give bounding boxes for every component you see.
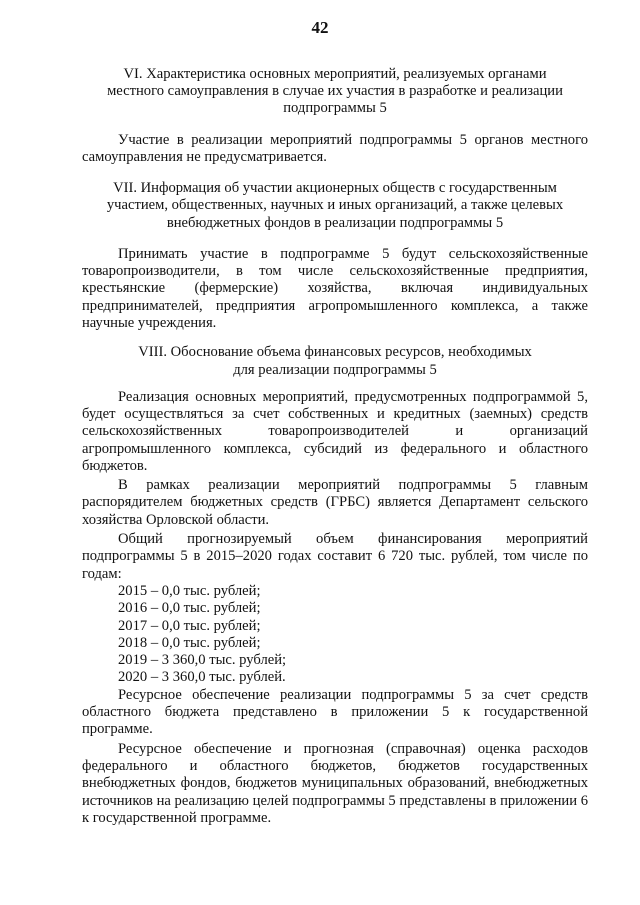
page-number: 42	[311, 18, 329, 37]
page-content	[82, 66, 588, 827]
heading-line: участием, общественных, научных и иных организаций, а также целевых	[106, 197, 564, 214]
section-8-heading	[82, 344, 588, 378]
section-8-paragraph-4: Ресурсное обеспечение реализации подпрограммы 5 за счет средств областного бюджета представлено в приложении 5 к государственной программе.	[82, 686, 588, 738]
heading-line: местного самоуправления в случае их участия в разработке и реализации	[107, 83, 563, 100]
heading-line: VIII. Обоснование объема финансовых ресурсов, необходимых	[138, 344, 532, 361]
section-6-heading	[82, 66, 588, 118]
heading-line: для реализации подпрограммы 5	[233, 361, 437, 378]
heading-line: подпрограммы 5	[283, 100, 387, 117]
list-item: 2019 – 3 360,0 тыс. рублей;	[118, 652, 287, 669]
section-6-paragraph: Участие в реализации мероприятий подпрограммы 5 органов местного самоуправления не предусматривается.	[82, 131, 588, 165]
list-item: 2016 – 0,0 тыс. рублей;	[118, 600, 261, 617]
section-8-paragraph-3: Общий прогнозируемый объем финансирования мероприятий подпрограммы 5 в 2015–2020 годах составит 6 720 тыс. рублей, том числе по годам:	[82, 531, 588, 582]
section-7-paragraph: Принимать участие в подпрограмме 5 будут сельскохозяйственные товаропроизводители, в том числе сельскохозяйственные предприятия, крестьянские (фермерские) хозяйства, включая индивидуальных предпринимателей, предприятия агропромышленного комплекса, а также научные учреждения.	[82, 245, 588, 331]
heading-line: внебюджетных фондов в реализации подпрограммы 5	[166, 214, 504, 231]
section-7-heading	[82, 180, 588, 232]
heading-line: VII. Информация об участии акционерных обществ с государственным	[113, 180, 557, 197]
list-item: 2015 – 0,0 тыс. рублей;	[118, 582, 261, 599]
heading-line: VI. Характеристика основных мероприятий, реализуемых органами	[123, 66, 547, 82]
section-8-paragraph-5: Ресурсное обеспечение и прогнозная (справочная) оценка расходов федерального и областного бюджетов, бюджетов государственных внебюджетных фондов, бюджетов муниципальных образований, внебюджетных источников на реализацию целей подпрограммы 5 представлены в приложении 6 к государственной программе.	[82, 740, 588, 826]
list-item: 2017 – 0,0 тыс. рублей;	[118, 617, 261, 634]
list-item: 2018 – 0,0 тыс. рублей;	[118, 634, 261, 651]
section-8-paragraph-2: В рамках реализации мероприятий подпрограммы 5 главным распорядителем бюджетных средств (ГРБС) является Департамент сельского хозяйства Орловской области.	[82, 477, 588, 528]
funding-by-year-list	[82, 583, 588, 687]
list-item: 2020 – 3 360,0 тыс. рублей.	[118, 669, 286, 686]
section-8-paragraph-1: Реализация основных мероприятий, предусмотренных подпрограммой 5, будет осуществляться за счет собственных и кредитных (заемных) средств сельскохозяйственных товаропроизводителей и организаций агропромышленного комплекса, субсидий из федерального и областного бюджетов.	[82, 388, 588, 474]
